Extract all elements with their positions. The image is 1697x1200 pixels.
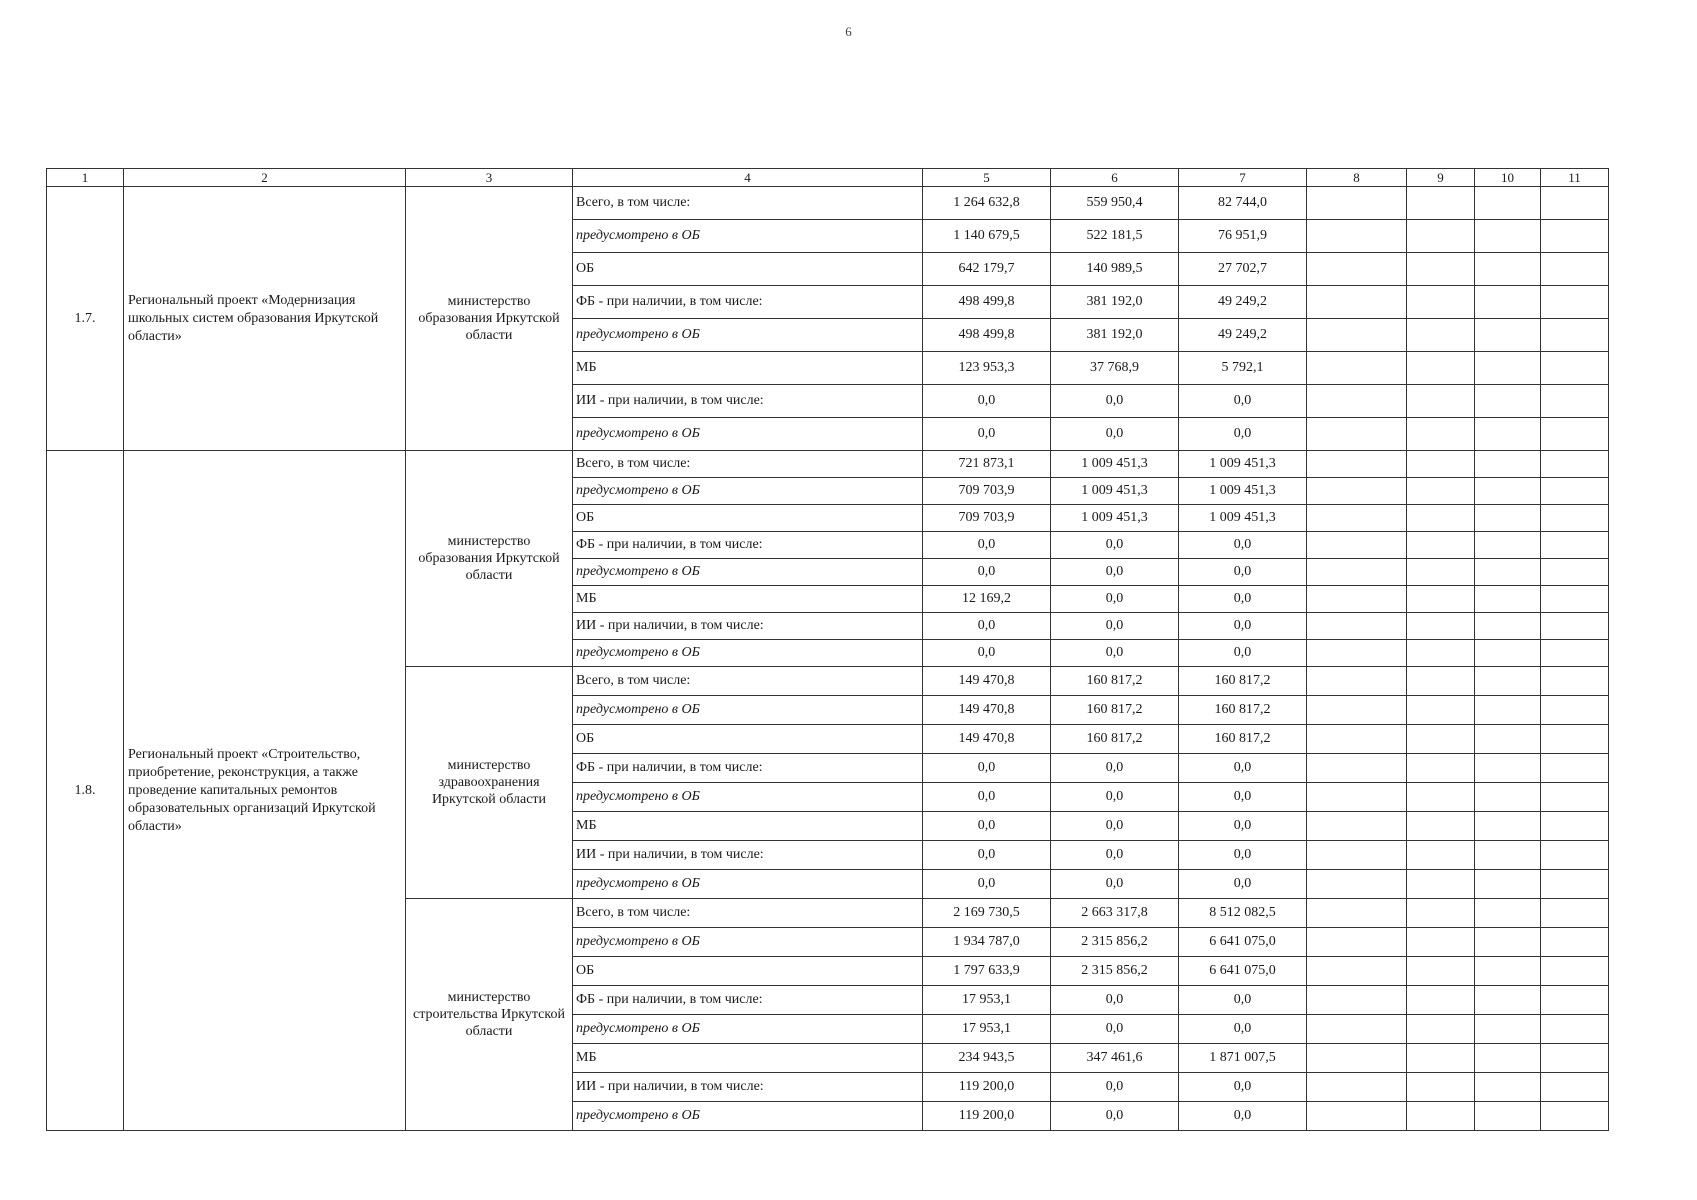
funding-source: Всего, в том числе: [573,451,923,478]
amount-cell: 1 009 451,3 [1179,505,1307,532]
empty-cell [1475,187,1541,220]
amount-cell: 0,0 [1179,986,1307,1015]
empty-cell [1407,478,1475,505]
empty-cell [1307,418,1407,451]
amount-cell: 0,0 [1179,1102,1307,1131]
amount-cell: 381 192,0 [1051,286,1179,319]
amount-cell: 0,0 [1051,1073,1179,1102]
empty-cell [1307,696,1407,725]
empty-cell [1475,1073,1541,1102]
amount-cell: 1 264 632,8 [923,187,1051,220]
funding-source: ОБ [573,725,923,754]
amount-cell: 0,0 [1051,812,1179,841]
column-header: 8 [1307,169,1407,187]
empty-cell [1407,725,1475,754]
amount-cell: 234 943,5 [923,1044,1051,1073]
empty-cell [1407,783,1475,812]
table-row [47,187,1609,220]
empty-cell [1407,187,1475,220]
empty-cell [1475,532,1541,559]
amount-cell: 0,0 [1179,613,1307,640]
funding-source: предусмотрено в ОБ [573,478,923,505]
empty-cell [1541,1073,1609,1102]
empty-cell [1475,505,1541,532]
empty-cell [1475,870,1541,899]
amount-cell: 27 702,7 [1179,253,1307,286]
table-body [47,187,1609,1131]
project-name: Региональный проект «Модернизация школьных систем образования Иркутской области» [124,187,406,451]
funding-source: Всего, в том числе: [573,899,923,928]
empty-cell [1407,559,1475,586]
amount-cell: 0,0 [923,841,1051,870]
empty-cell [1541,841,1609,870]
empty-cell [1475,928,1541,957]
funding-source: предусмотрено в ОБ [573,928,923,957]
empty-cell [1307,187,1407,220]
column-header: 6 [1051,169,1179,187]
amount-cell: 347 461,6 [1051,1044,1179,1073]
empty-cell [1541,667,1609,696]
funding-source: Всего, в том числе: [573,667,923,696]
empty-cell [1475,841,1541,870]
empty-cell [1475,986,1541,1015]
empty-cell [1307,451,1407,478]
amount-cell: 12 169,2 [923,586,1051,613]
empty-cell [1541,532,1609,559]
column-header: 5 [923,169,1051,187]
amount-cell: 17 953,1 [923,1015,1051,1044]
amount-cell: 149 470,8 [923,725,1051,754]
empty-cell [1307,899,1407,928]
amount-cell: 0,0 [1179,385,1307,418]
empty-cell [1541,286,1609,319]
funding-source: ФБ - при наличии, в том числе: [573,532,923,559]
amount-cell: 76 951,9 [1179,220,1307,253]
empty-cell [1407,286,1475,319]
amount-cell: 0,0 [923,559,1051,586]
empty-cell [1407,613,1475,640]
funding-source: МБ [573,586,923,613]
column-header: 1 [47,169,124,187]
amount-cell: 0,0 [1179,640,1307,667]
column-header: 3 [406,169,573,187]
empty-cell [1541,559,1609,586]
empty-cell [1475,319,1541,352]
empty-cell [1475,451,1541,478]
empty-cell [1407,640,1475,667]
empty-cell [1307,783,1407,812]
amount-cell: 140 989,5 [1051,253,1179,286]
empty-cell [1475,1044,1541,1073]
empty-cell [1541,505,1609,532]
amount-cell: 0,0 [923,418,1051,451]
amount-cell: 498 499,8 [923,319,1051,352]
amount-cell: 0,0 [1051,586,1179,613]
amount-cell: 160 817,2 [1179,667,1307,696]
amount-cell: 2 169 730,5 [923,899,1051,928]
column-header: 11 [1541,169,1609,187]
funding-source: предусмотрено в ОБ [573,640,923,667]
empty-cell [1541,1102,1609,1131]
column-header: 9 [1407,169,1475,187]
amount-cell: 1 009 451,3 [1051,451,1179,478]
amount-cell: 123 953,3 [923,352,1051,385]
empty-cell [1307,1015,1407,1044]
amount-cell: 160 817,2 [1179,696,1307,725]
amount-cell: 0,0 [923,385,1051,418]
column-header: 2 [124,169,406,187]
amount-cell: 17 953,1 [923,986,1051,1015]
empty-cell [1407,385,1475,418]
empty-cell [1407,220,1475,253]
amount-cell: 0,0 [923,640,1051,667]
funding-source: предусмотрено в ОБ [573,559,923,586]
funding-source: ИИ - при наличии, в том числе: [573,1073,923,1102]
amount-cell: 160 817,2 [1051,696,1179,725]
funding-source: ОБ [573,957,923,986]
amount-cell: 1 871 007,5 [1179,1044,1307,1073]
amount-cell: 37 768,9 [1051,352,1179,385]
empty-cell [1307,1044,1407,1073]
amount-cell: 0,0 [1051,1102,1179,1131]
amount-cell: 381 192,0 [1051,319,1179,352]
empty-cell [1541,253,1609,286]
funding-source: предусмотрено в ОБ [573,418,923,451]
responsible-executor: министерство образования Иркутской области [406,187,573,451]
amount-cell: 1 934 787,0 [923,928,1051,957]
empty-cell [1541,385,1609,418]
empty-cell [1307,986,1407,1015]
empty-cell [1541,928,1609,957]
empty-cell [1307,957,1407,986]
empty-cell [1307,613,1407,640]
empty-cell [1475,812,1541,841]
amount-cell: 0,0 [1179,586,1307,613]
funding-source: предусмотрено в ОБ [573,220,923,253]
empty-cell [1475,1015,1541,1044]
funding-source: ОБ [573,505,923,532]
budget-table [46,168,1609,1131]
empty-cell [1307,1073,1407,1102]
empty-cell [1407,696,1475,725]
empty-cell [1541,812,1609,841]
empty-cell [1541,899,1609,928]
empty-cell [1407,870,1475,899]
amount-cell: 0,0 [1051,1015,1179,1044]
amount-cell: 6 641 075,0 [1179,957,1307,986]
amount-cell: 0,0 [1051,640,1179,667]
empty-cell [1475,754,1541,783]
funding-source: ФБ - при наличии, в том числе: [573,986,923,1015]
amount-cell: 0,0 [1051,418,1179,451]
amount-cell: 0,0 [1179,870,1307,899]
column-header: 7 [1179,169,1307,187]
empty-cell [1475,640,1541,667]
amount-cell: 0,0 [1051,986,1179,1015]
amount-cell: 119 200,0 [923,1073,1051,1102]
empty-cell [1541,451,1609,478]
empty-cell [1541,870,1609,899]
empty-cell [1475,1102,1541,1131]
page-number: 6 [845,24,852,39]
empty-cell [1307,319,1407,352]
empty-cell [1407,418,1475,451]
amount-cell: 1 009 451,3 [1179,478,1307,505]
empty-cell [1307,532,1407,559]
empty-cell [1475,352,1541,385]
empty-cell [1407,253,1475,286]
amount-cell: 0,0 [1179,754,1307,783]
empty-cell [1541,783,1609,812]
funding-source: ИИ - при наличии, в том числе: [573,841,923,870]
empty-cell [1307,220,1407,253]
funding-source: ФБ - при наличии, в том числе: [573,286,923,319]
empty-cell [1475,286,1541,319]
amount-cell: 709 703,9 [923,505,1051,532]
amount-cell: 0,0 [923,613,1051,640]
empty-cell [1307,286,1407,319]
funding-source: ОБ [573,253,923,286]
empty-cell [1541,754,1609,783]
empty-cell [1541,1044,1609,1073]
amount-cell: 160 817,2 [1179,725,1307,754]
empty-cell [1407,319,1475,352]
empty-cell [1475,725,1541,754]
empty-cell [1475,899,1541,928]
column-header: 4 [573,169,923,187]
section-number: 1.8. [47,451,124,1131]
empty-cell [1307,812,1407,841]
empty-cell [1307,352,1407,385]
section-number: 1.7. [47,187,124,451]
amount-cell: 49 249,2 [1179,319,1307,352]
responsible-executor: министерство образования Иркутской области [406,451,573,667]
empty-cell [1475,478,1541,505]
empty-cell [1307,754,1407,783]
amount-cell: 2 663 317,8 [1051,899,1179,928]
empty-cell [1475,253,1541,286]
amount-cell: 0,0 [1051,559,1179,586]
funding-source: предусмотрено в ОБ [573,870,923,899]
empty-cell [1407,899,1475,928]
amount-cell: 0,0 [1051,754,1179,783]
amount-cell: 0,0 [1051,783,1179,812]
empty-cell [1407,532,1475,559]
empty-cell [1407,1044,1475,1073]
funding-source: Всего, в том числе: [573,187,923,220]
empty-cell [1307,253,1407,286]
empty-cell [1307,1102,1407,1131]
table-row [47,451,1609,478]
amount-cell: 0,0 [923,870,1051,899]
funding-source: МБ [573,812,923,841]
amount-cell: 0,0 [923,754,1051,783]
column-number-row [47,169,1609,187]
amount-cell: 522 181,5 [1051,220,1179,253]
empty-cell [1407,1015,1475,1044]
funding-source: предусмотрено в ОБ [573,696,923,725]
amount-cell: 2 315 856,2 [1051,957,1179,986]
amount-cell: 709 703,9 [923,478,1051,505]
amount-cell: 1 009 451,3 [1179,451,1307,478]
amount-cell: 2 315 856,2 [1051,928,1179,957]
empty-cell [1475,220,1541,253]
empty-cell [1541,1015,1609,1044]
amount-cell: 1 009 451,3 [1051,505,1179,532]
empty-cell [1541,586,1609,613]
empty-cell [1407,1073,1475,1102]
amount-cell: 119 200,0 [923,1102,1051,1131]
amount-cell: 0,0 [1179,1073,1307,1102]
empty-cell [1407,586,1475,613]
empty-cell [1407,667,1475,696]
empty-cell [1475,696,1541,725]
empty-cell [1307,667,1407,696]
empty-cell [1307,725,1407,754]
empty-cell [1541,319,1609,352]
amount-cell: 0,0 [1051,841,1179,870]
empty-cell [1475,667,1541,696]
empty-cell [1407,451,1475,478]
empty-cell [1541,220,1609,253]
amount-cell: 149 470,8 [923,667,1051,696]
amount-cell: 559 950,4 [1051,187,1179,220]
empty-cell [1307,928,1407,957]
empty-cell [1307,505,1407,532]
empty-cell [1475,586,1541,613]
amount-cell: 82 744,0 [1179,187,1307,220]
empty-cell [1541,696,1609,725]
funding-source: предусмотрено в ОБ [573,783,923,812]
amount-cell: 0,0 [1051,870,1179,899]
empty-cell [1407,352,1475,385]
amount-cell: 0,0 [1179,559,1307,586]
empty-cell [1407,841,1475,870]
empty-cell [1541,478,1609,505]
column-header: 10 [1475,169,1541,187]
amount-cell: 49 249,2 [1179,286,1307,319]
amount-cell: 1 140 679,5 [923,220,1051,253]
amount-cell: 0,0 [1051,613,1179,640]
amount-cell: 0,0 [1179,532,1307,559]
empty-cell [1307,640,1407,667]
empty-cell [1407,505,1475,532]
empty-cell [1307,385,1407,418]
empty-cell [1307,586,1407,613]
empty-cell [1307,478,1407,505]
funding-source: предусмотрено в ОБ [573,1102,923,1131]
amount-cell: 0,0 [923,812,1051,841]
empty-cell [1541,640,1609,667]
amount-cell: 721 873,1 [923,451,1051,478]
amount-cell: 0,0 [1179,812,1307,841]
funding-source: предусмотрено в ОБ [573,1015,923,1044]
funding-source: МБ [573,352,923,385]
empty-cell [1307,870,1407,899]
amount-cell: 6 641 075,0 [1179,928,1307,957]
amount-cell: 0,0 [1051,532,1179,559]
amount-cell: 160 817,2 [1051,667,1179,696]
empty-cell [1307,559,1407,586]
empty-cell [1407,957,1475,986]
empty-cell [1407,928,1475,957]
empty-cell [1475,559,1541,586]
empty-cell [1475,783,1541,812]
amount-cell: 1 009 451,3 [1051,478,1179,505]
amount-cell: 1 797 633,9 [923,957,1051,986]
amount-cell: 8 512 082,5 [1179,899,1307,928]
empty-cell [1541,187,1609,220]
empty-cell [1541,352,1609,385]
amount-cell: 0,0 [923,783,1051,812]
empty-cell [1475,385,1541,418]
responsible-executor: министерство здравоохранения Иркутской области [406,667,573,899]
empty-cell [1475,613,1541,640]
funding-source: предусмотрено в ОБ [573,319,923,352]
funding-source: ИИ - при наличии, в том числе: [573,613,923,640]
amount-cell: 160 817,2 [1051,725,1179,754]
amount-cell: 149 470,8 [923,696,1051,725]
empty-cell [1407,1102,1475,1131]
empty-cell [1541,986,1609,1015]
amount-cell: 498 499,8 [923,286,1051,319]
empty-cell [1475,957,1541,986]
funding-source: ИИ - при наличии, в том числе: [573,385,923,418]
amount-cell: 0,0 [1179,783,1307,812]
responsible-executor: министерство строительства Иркутской области [406,899,573,1131]
amount-cell: 0,0 [1179,841,1307,870]
amount-cell: 0,0 [1051,385,1179,418]
empty-cell [1541,613,1609,640]
empty-cell [1475,418,1541,451]
amount-cell: 642 179,7 [923,253,1051,286]
empty-cell [1407,986,1475,1015]
empty-cell [1541,725,1609,754]
amount-cell: 0,0 [923,532,1051,559]
empty-cell [1407,812,1475,841]
empty-cell [1541,418,1609,451]
amount-cell: 5 792,1 [1179,352,1307,385]
funding-source: ФБ - при наличии, в том числе: [573,754,923,783]
funding-source: МБ [573,1044,923,1073]
empty-cell [1541,957,1609,986]
amount-cell: 0,0 [1179,1015,1307,1044]
empty-cell [1307,841,1407,870]
amount-cell: 0,0 [1179,418,1307,451]
empty-cell [1407,754,1475,783]
project-name: Региональный проект «Строительство, приобретение, реконструкция, а также проведение капитальных ремонтов образовательных организаций Иркутской области» [124,451,406,1131]
